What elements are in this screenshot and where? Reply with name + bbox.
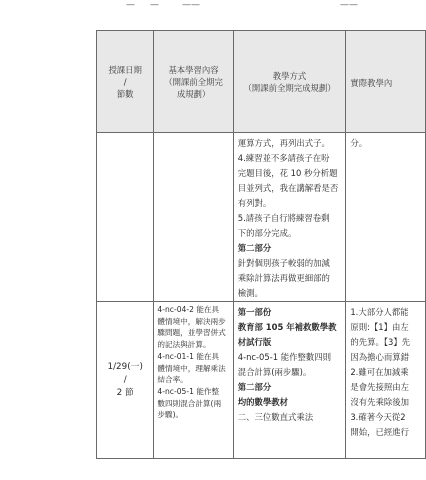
text-line: 材試行版 xyxy=(237,337,272,347)
text-line: 1.大部分人都能 xyxy=(350,307,409,317)
text-line: 目並列式，我在講解看是否 xyxy=(237,183,339,193)
text-line: 體情境中，理解乘法 xyxy=(157,363,226,373)
text-line: 乘除計算法再做更細部的 xyxy=(237,273,330,283)
header-actual: 實際教學內 xyxy=(346,31,426,133)
row2-content-cell xyxy=(154,302,233,459)
text-line: 下的部分完成。 xyxy=(237,228,297,238)
text-line: 4-nc-04-2 能在具 xyxy=(157,305,220,314)
row2-actual-cell xyxy=(346,302,426,459)
row1-method-cell xyxy=(233,133,346,302)
text-line: 開始，已經進行 xyxy=(350,427,409,437)
text-line: 檢測。 xyxy=(237,288,263,298)
text-line: 5.請孩子自行將練習卷剩 xyxy=(237,213,330,223)
text-line: 4-nc-05-1 能作整 xyxy=(157,386,220,396)
table-row xyxy=(97,302,426,459)
text-line: 混合計算(兩步驟)。 xyxy=(237,367,312,377)
text-line: 完題目後，花 10 秒分析題 xyxy=(237,168,338,178)
text-line: 的先算。【3】先 xyxy=(350,337,411,347)
row2-date-cell: 1/29(一) / 2 節 xyxy=(97,302,154,459)
text-line: 2.雖可在加減乘 xyxy=(350,367,409,377)
header-content: 基本學習內容 （開課前全期完 成規劃） xyxy=(154,31,233,133)
header-row xyxy=(97,31,426,133)
text-line: 因為擔心而算錯 xyxy=(350,352,409,362)
text-line: 數四則混合計算(兩 xyxy=(157,398,222,408)
header-method: 教學方式 （開課前全期完成規劃） xyxy=(233,31,346,133)
text-line: 針對個別孩子較弱的加減 xyxy=(237,258,330,268)
section-heading: 第二部分 xyxy=(237,382,272,392)
text-line: 4-nc-01-1 能在具 xyxy=(157,351,220,361)
section-heading: 第二部分 xyxy=(237,243,272,253)
row1-content-cell xyxy=(154,133,233,302)
text-line: 有列對。 xyxy=(237,198,272,208)
text-line: 體情境中，解決兩步 xyxy=(157,316,226,326)
page-top-edge: — — —— —— xyxy=(126,0,358,10)
text-line: 原則:【1】由左 xyxy=(350,322,409,332)
text-line: 二、三位數直式乘法 xyxy=(237,412,314,422)
header-date: 授課日期 / 節數 xyxy=(97,31,154,133)
text-line: 分。 xyxy=(350,138,368,148)
text-line: 是會先接照由左 xyxy=(350,382,409,392)
section-heading: 第一部份 xyxy=(237,307,272,317)
text-line: 均的數學教材 xyxy=(237,397,288,407)
text-line: 運算方式，再列出式子。 xyxy=(237,138,330,148)
text-line: 的記法與計算。 xyxy=(157,340,211,350)
table-row xyxy=(97,133,426,302)
text-line: 驟問題，並學習併式 xyxy=(157,328,226,338)
teaching-plan-table xyxy=(96,30,426,459)
text-line: 步驟)。 xyxy=(157,410,184,420)
text-line: 教育部 105 年補救數學教 xyxy=(237,322,337,332)
row2-method-cell xyxy=(233,302,346,459)
text-line: 結合率。 xyxy=(157,375,188,385)
text-line: 沒有先乘除後加 xyxy=(350,397,409,407)
text-line: 4.練習並不多請孩子在吩 xyxy=(237,153,330,163)
text-line: 3.確著今天從2 xyxy=(350,412,406,422)
text-line: 4-nc-05-1 能作整數四則 xyxy=(237,352,331,362)
row1-date-cell xyxy=(97,133,154,302)
row1-actual-cell xyxy=(346,133,426,302)
